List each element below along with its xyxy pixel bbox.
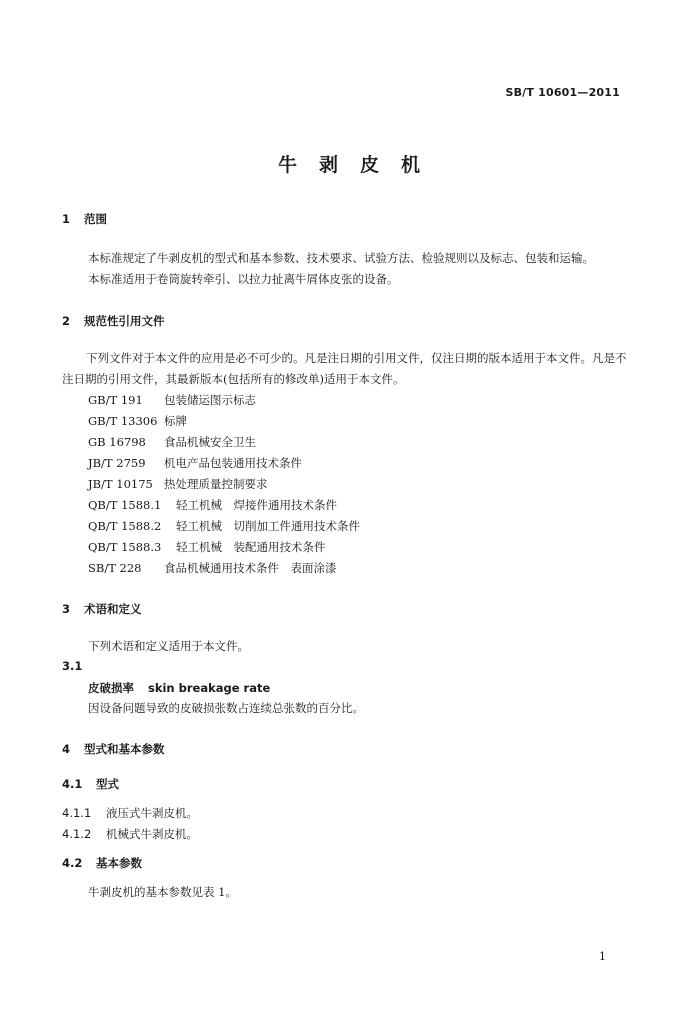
subsection-number: 3.1 — [62, 659, 83, 673]
section-number: 2 — [62, 314, 71, 328]
section-title: 规范性引用文件 — [84, 314, 165, 328]
reference-item — [88, 434, 256, 450]
section-2-heading — [62, 313, 165, 329]
item-text: 机械式牛剥皮机。 — [106, 827, 198, 841]
type-item — [62, 805, 198, 821]
reference-name: 包装储运图示标志 — [164, 393, 256, 407]
item-number: 4.1.1 — [62, 806, 92, 820]
section-number: 1 — [62, 212, 71, 226]
terms-intro: 下列术语和定义适用于本文件。 — [88, 639, 249, 653]
term-definition: 因设备问题导致的皮破损张数占连续总张数的百分比。 — [88, 701, 364, 715]
item-text: 液压式牛剥皮机。 — [106, 806, 198, 820]
document-title: 牛剥皮机 — [277, 154, 442, 176]
reference-name: 标牌 — [164, 414, 187, 428]
reference-name: 轻工机械 焊接件通用技术条件 — [176, 498, 337, 512]
reference-item — [88, 476, 268, 492]
section-title: 术语和定义 — [84, 602, 142, 616]
reference-code: QB/T 1588.3 — [88, 540, 162, 554]
subsection-title: 型式 — [96, 777, 119, 791]
subsection-4-2-heading — [62, 855, 142, 871]
reference-code: GB/T 13306 — [88, 414, 158, 428]
reference-code: JB/T 10175 — [88, 477, 153, 491]
page-number: 1 — [599, 950, 606, 963]
reference-name: 轻工机械 切削加工件通用技术条件 — [176, 519, 360, 533]
section-number: 4 — [62, 742, 71, 756]
item-number: 4.1.2 — [62, 827, 92, 841]
section-title: 范围 — [84, 212, 107, 226]
reference-item — [88, 455, 302, 471]
reference-code: SB/T 228 — [88, 561, 142, 575]
reference-item — [88, 413, 187, 429]
reference-code: QB/T 1588.2 — [88, 519, 162, 533]
scope-line-2: 本标准适用于卷筒旋转牵引、以拉力扯离牛屑体皮张的设备。 — [88, 272, 399, 286]
reference-item — [88, 518, 360, 534]
section-4-heading — [62, 741, 165, 757]
scope-line-1: 本标准规定了牛剥皮机的型式和基本参数、技术要求、试验方法、检验规则以及标志、包装和运输。 — [88, 251, 594, 265]
reference-name: 食品机械通用技术条件 表面涂漆 — [164, 561, 337, 575]
subsection-4-1-heading — [62, 776, 119, 792]
reference-item — [88, 539, 326, 555]
standard-code: SB/T 10601—2011 — [505, 86, 620, 99]
type-item — [62, 826, 198, 842]
params-text: 牛剥皮机的基本参数见表 1。 — [88, 885, 237, 899]
section-3-heading — [62, 601, 142, 617]
reference-code: JB/T 2759 — [88, 456, 146, 470]
reference-code: QB/T 1588.1 — [88, 498, 162, 512]
section-number: 3 — [62, 602, 71, 616]
reference-code: GB 16798 — [88, 435, 146, 449]
reference-name: 机电产品包装通用技术条件 — [164, 456, 302, 470]
reference-item — [88, 497, 337, 513]
section-1-heading — [62, 211, 107, 227]
reference-name: 热处理质量控制要求 — [164, 477, 268, 491]
term-english: skin breakage rate — [148, 681, 271, 695]
term-entry — [88, 680, 270, 696]
subsection-number: 4.1 — [62, 777, 83, 791]
reference-name: 轻工机械 装配通用技术条件 — [176, 540, 326, 554]
reference-code: GB/T 191 — [88, 393, 143, 407]
reference-item — [88, 392, 256, 408]
reference-item — [88, 560, 337, 576]
section-title: 型式和基本参数 — [84, 742, 165, 756]
term-chinese: 皮破损率 — [88, 681, 134, 695]
reference-name: 食品机械安全卫生 — [164, 435, 256, 449]
normative-intro: 下列文件对于本文件的应用是必不可少的。凡是注日期的引用文件，仅注日期的版本适用于本文件。凡是不注日期的引用文件，其最新版本(包括所有的修改单)适用于本文件。 — [62, 351, 627, 386]
subsection-title: 基本参数 — [96, 856, 142, 870]
subsection-number: 4.2 — [62, 856, 83, 870]
